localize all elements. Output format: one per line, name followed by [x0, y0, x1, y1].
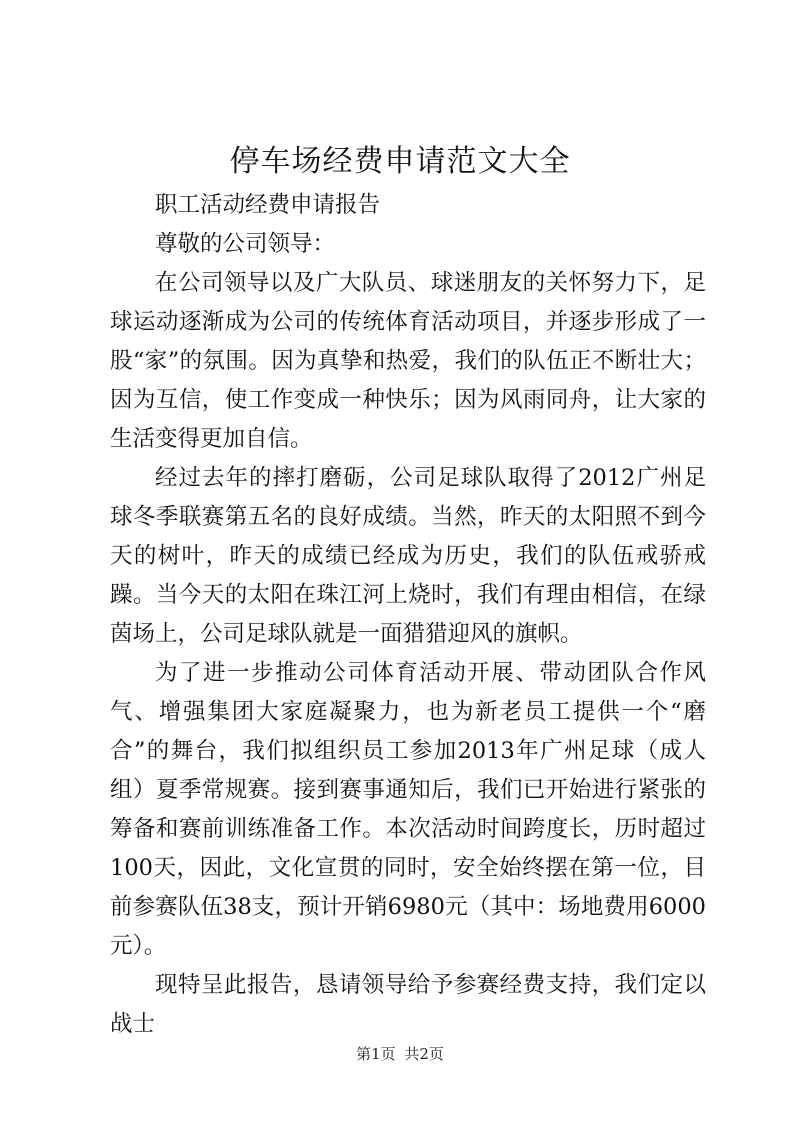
paragraph-report-heading: 职工活动经费申请报告 [155, 192, 381, 218]
paragraph-achievement: 经过去年的摔打磨砺，公司足球队取得了2012广州足球冬季联赛第五名的良好成绩。当然，昨天的太阳照不到今天的树叶，昨天的成绩已经成为历史，我们的队伍戒骄戒躁。当今天的太阳在珠江河上烧时，我们有理由相信，在绿茵场上，公司足球队就是一面猎猎迎风的旗帜。 [110, 465, 706, 647]
page-number: 第1页 [356, 1045, 396, 1063]
page-total: 共2页 [404, 1045, 444, 1063]
paragraph-request: 现特呈此报告，恳请领导给予参赛经费支持，我们定以战士 [110, 972, 706, 1037]
page-footer [0, 1044, 800, 1064]
paragraph-intro: 在公司领导以及广大队员、球迷朋友的关怀努力下，足球运动逐渐成为公司的传统体育活动项目，并逐步形成了一股“家”的氛围。因为真挚和热爱，我们的队伍正不断壮大；因为互信，使工作变成一种快乐；因为风雨同舟，让大家的生活变得更加自信。 [110, 270, 706, 452]
document-title: 停车场经费申请范文大全 [229, 144, 571, 179]
paragraph-plan: 为了进一步推动公司体育活动开展、带动团队合作风气、增强集团大家庭凝聚力，也为新老员工提供一个“磨合”的舞台，我们拟组织员工参加2013年广州足球（成人组）夏季常规赛。接到赛事通知后，我们已开始进行紧张的筹备和赛前训练准备工作。本次活动时间跨度长，历时超过100天，因此，文化宣贯的同时，安全始终摆在第一位，目前参赛队伍38支，预计开销6980元（其中：场地费用6000元）。 [110, 660, 706, 959]
document-body [110, 186, 706, 1044]
paragraph-salutation: 尊敬的公司领导： [155, 231, 336, 257]
